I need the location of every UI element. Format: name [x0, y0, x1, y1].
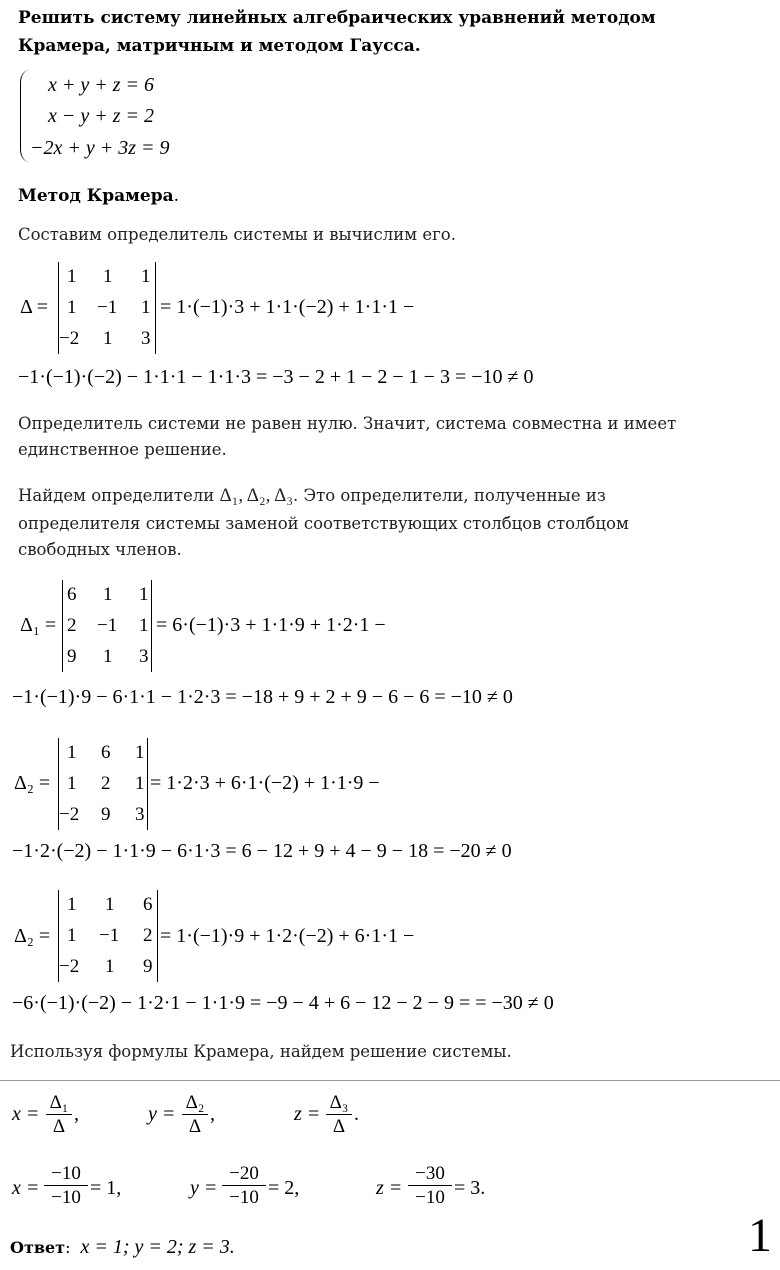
text-nonzero-1: Определитель системи не равен нулю. Значит, система совместна и имеет	[18, 414, 677, 433]
solution-y-den: −10	[229, 1187, 259, 1208]
delta2-expr-1: = 1·2·3 + 6·1·(−2) + 1·1·9 −	[150, 772, 380, 794]
system-brace	[20, 70, 29, 162]
matrix-cell: 1	[103, 328, 113, 349]
matrix-cell: −2	[59, 956, 80, 977]
matrix-cell: 1	[67, 297, 77, 318]
answer-colon: :	[65, 1238, 71, 1257]
matrix-cell: 3	[141, 328, 151, 349]
matrix-cell: 1	[67, 266, 77, 287]
formula-z-lhs: z =	[294, 1103, 321, 1125]
text-nonzero-2: единственное решение.	[18, 440, 227, 459]
formula-z-den: Δ	[332, 1116, 346, 1137]
formula-x-den: Δ	[52, 1116, 66, 1137]
formula-y-frac	[182, 1092, 208, 1139]
matrix-cell: 6	[143, 894, 153, 915]
matrix-cell: 1	[139, 584, 149, 605]
text-using: Используя формулы Крамера, найдем решение системы.	[10, 1042, 512, 1061]
cramer-heading	[18, 183, 179, 209]
matrix-cell: 1	[67, 742, 77, 763]
matrix-cell: 3	[139, 646, 149, 667]
delta-label: Δ =	[20, 296, 49, 318]
matrix-cell: 1	[103, 646, 113, 667]
title-line-2: Крамера, матричным и методом Гаусса.	[18, 36, 421, 56]
cramer-heading-dot: .	[173, 186, 180, 206]
matrix-cell: 1	[141, 266, 151, 287]
cramer-heading-text: Метод Крамера	[18, 186, 174, 206]
solution-z-den: −10	[415, 1187, 445, 1208]
solution-z-tail: = 3.	[454, 1177, 486, 1199]
delta-matrix	[58, 262, 156, 354]
matrix-cell: 1	[67, 925, 77, 946]
solution-x-tail: = 1,	[90, 1177, 122, 1199]
divider	[0, 1080, 780, 1081]
delta-expr-2: −1·(−1)·(−2) − 1·1·1 − 1·1·3 = −3 − 2 + 1 − 2 − 1 − 3 = −10 ≠ 0	[18, 366, 534, 388]
formula-z-tail: .	[354, 1103, 359, 1125]
matrix-cell: 1	[67, 894, 77, 915]
delta2-matrix	[58, 738, 148, 830]
matrix-cell: −1	[99, 925, 120, 946]
solution-z-num: −30	[408, 1163, 452, 1186]
answer-label: Ответ	[10, 1238, 66, 1257]
answer-values: x = 1; y = 2; z = 3.	[80, 1236, 235, 1258]
formula-z-frac	[326, 1092, 352, 1139]
matrix-cell: 1	[105, 894, 115, 915]
solution-x-den: −10	[51, 1187, 81, 1208]
text-find-3: свободных членов.	[18, 540, 182, 559]
delta1-label: Δ₁ =	[20, 614, 57, 636]
matrix-cell: 1	[139, 615, 149, 636]
matrix-cell: 1	[103, 266, 113, 287]
text-find-1a: Найдем определители	[18, 486, 220, 505]
formula-x-frac	[46, 1092, 72, 1139]
solution-y-lhs: y =	[190, 1177, 218, 1199]
text-find-1b: . Это определители, полученные из	[292, 486, 606, 505]
matrix-cell: 2	[143, 925, 153, 946]
text-find-symbols: Δ₁, Δ₂, Δ₃	[219, 485, 293, 506]
delta1-expr-1: = 6·(−1)·3 + 1·1·9 + 1·2·1 −	[156, 614, 386, 636]
matrix-cell: 1	[67, 773, 77, 794]
delta1-expr-2: −1·(−1)·9 − 6·1·1 − 1·2·3 = −18 + 9 + 2 + 9 − 6 − 6 = −10 ≠ 0	[12, 686, 513, 708]
text-compose: Составим определитель системы и вычислим его.	[18, 225, 456, 244]
matrix-cell: 1	[103, 584, 113, 605]
matrix-cell: 9	[67, 646, 77, 667]
matrix-cell: 1	[141, 297, 151, 318]
page-number: 1	[748, 1209, 772, 1262]
delta-expr-1: = 1·(−1)·3 + 1·1·(−2) + 1·1·1 −	[160, 296, 415, 318]
delta2-label: Δ₂ =	[14, 772, 51, 794]
delta3-label: Δ₂ =	[14, 925, 51, 947]
solution-x-num: −10	[44, 1163, 88, 1186]
text-find-1	[18, 483, 606, 509]
delta1-matrix	[62, 580, 152, 672]
matrix-cell: 6	[101, 742, 111, 763]
delta2-expr-2: −1·2·(−2) − 1·1·9 − 6·1·3 = 6 − 12 + 9 + 4 − 9 − 18 = −20 ≠ 0	[12, 840, 512, 862]
system-eq-3: −2x + y + 3z = 9	[30, 137, 170, 159]
answer	[10, 1234, 235, 1262]
delta3-matrix	[58, 890, 158, 982]
matrix-cell: 2	[101, 773, 111, 794]
system-eq-1: x + y + z = 6	[48, 74, 155, 96]
matrix-cell: −1	[97, 615, 118, 636]
solution-y-tail: = 2,	[268, 1177, 300, 1199]
formula-x-lhs: x =	[12, 1103, 40, 1125]
formula-x-tail: ,	[74, 1103, 79, 1125]
formula-x-num: Δ₁	[46, 1092, 72, 1115]
formula-y-num: Δ₂	[182, 1092, 208, 1115]
matrix-cell: 1	[105, 956, 115, 977]
formula-y-tail: ,	[210, 1103, 215, 1125]
delta3-expr-1: = 1·(−1)·9 + 1·2·(−2) + 6·1·1 −	[160, 925, 415, 947]
matrix-cell: −1	[97, 297, 118, 318]
system-eq-2: x − y + z = 2	[48, 105, 155, 127]
formula-y-den: Δ	[188, 1116, 202, 1137]
matrix-cell: 1	[135, 742, 145, 763]
matrix-cell: 1	[135, 773, 145, 794]
solution-x-frac	[44, 1163, 88, 1210]
matrix-cell: 3	[135, 804, 145, 825]
matrix-cell: −2	[59, 804, 80, 825]
solution-y-num: −20	[222, 1163, 266, 1186]
matrix-cell: 9	[143, 956, 153, 977]
delta3-expr-2: −6·(−1)·(−2) − 1·2·1 − 1·1·9 = −9 − 4 + 6 − 12 − 2 − 9 = = −30 ≠ 0	[12, 992, 554, 1014]
solution-x-lhs: x =	[12, 1177, 40, 1199]
solution-z-frac	[408, 1163, 452, 1210]
formula-z-num: Δ₃	[326, 1092, 352, 1115]
solution-y-frac	[222, 1163, 266, 1210]
formula-y-lhs: y =	[148, 1103, 176, 1125]
matrix-cell: 2	[67, 615, 77, 636]
matrix-cell: 9	[101, 804, 111, 825]
matrix-cell: 6	[67, 584, 77, 605]
title-line-1: Решить систему линейных алгебраических уравнений методом	[18, 8, 656, 28]
text-find-2: определителя системы заменой соответствующих столбцов столбцом	[18, 514, 629, 533]
solution-z-lhs: z =	[376, 1177, 403, 1199]
matrix-cell: −2	[59, 328, 80, 349]
